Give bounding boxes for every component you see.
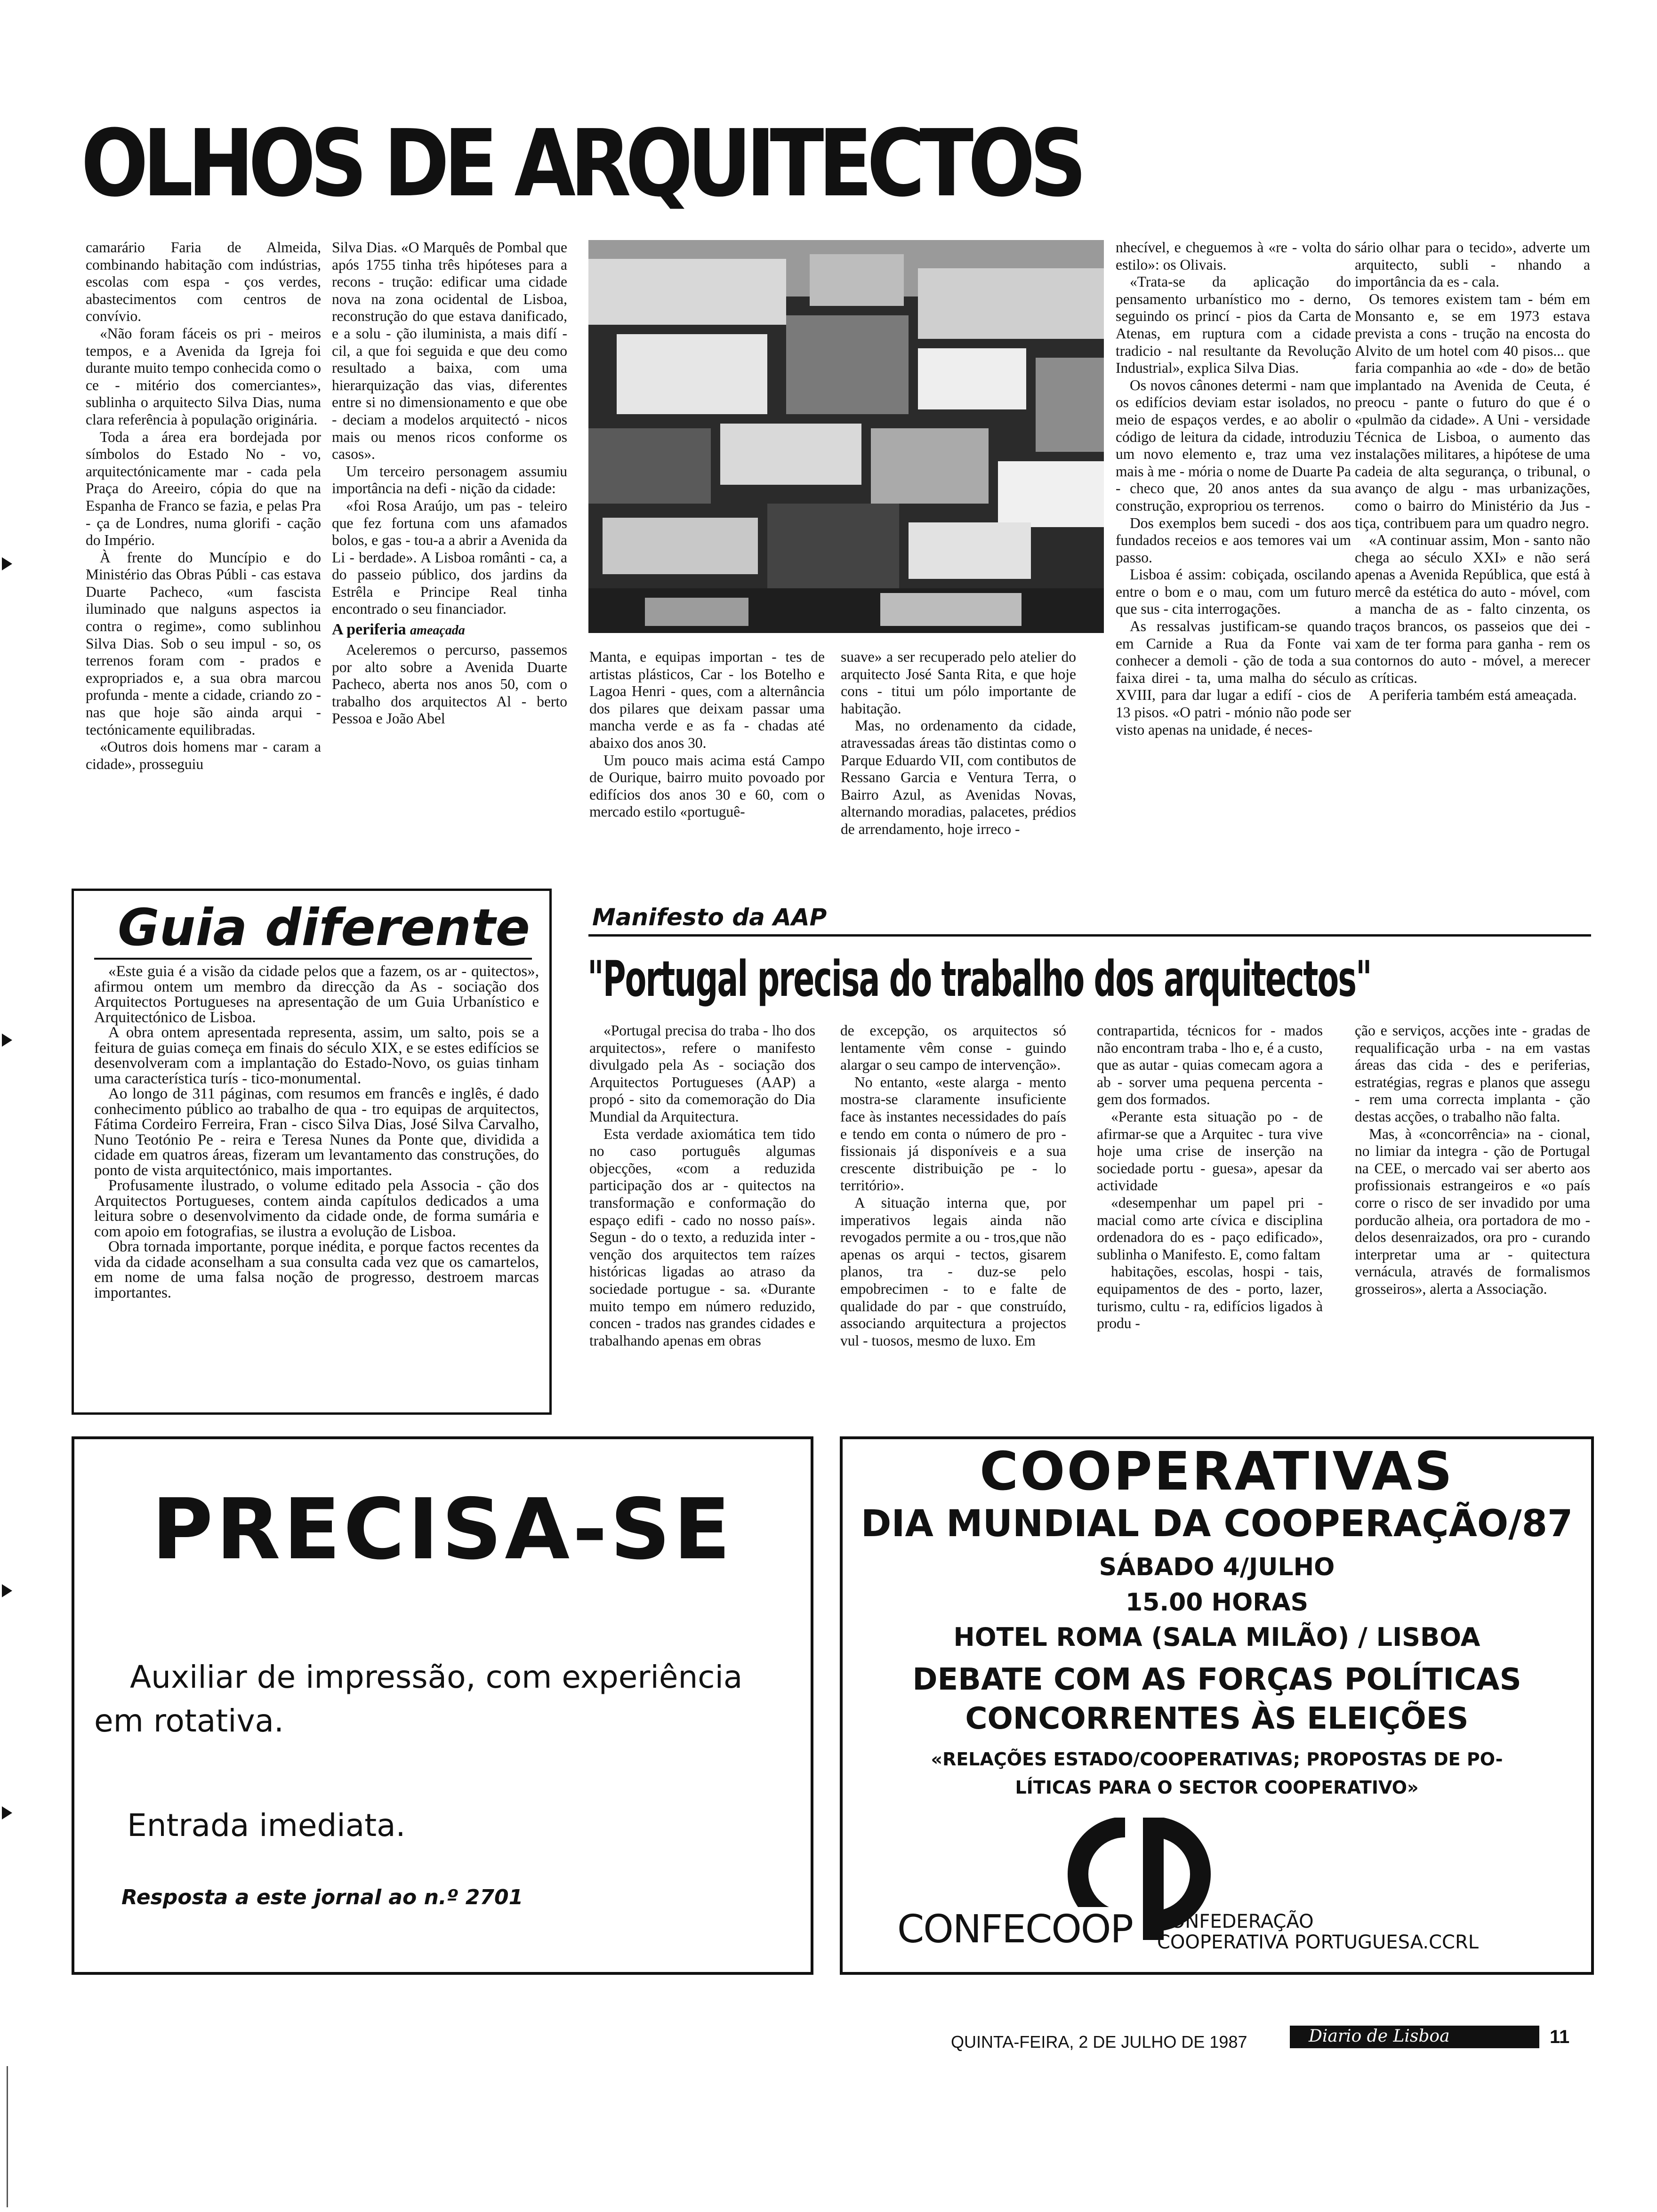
binding-mark <box>2 1034 12 1047</box>
ad-coop-date: SÁBADO 4/JULHO <box>1099 1553 1335 1581</box>
paragraph: As ressalvas justificam-se quando em Carnide a Rua da Fonte vai conhecer a demoli - ção de toda a sua faixa direi - ta, uma malha do século XVIII, para dar lugar a edifí - cios de 13 pisos. «O patri - mónio não pode ser visto apenas na unidade, é neces- <box>1116 618 1351 738</box>
ad-coop-heading: COOPERATIVAS <box>980 1441 1454 1502</box>
paragraph: Lisboa é assim: cobiçada, oscilando entre o bom e o mau, com um futuro que sus - cita interrogações. <box>1116 566 1351 617</box>
binding-mark <box>2 557 12 570</box>
confecoop-org-line2: COOPERATIVA PORTUGUESA.CCRL <box>1157 1931 1479 1953</box>
paragraph: Toda a área era bordejada por símbolos do Estado No - vo, arquitectónicamente mar - cada pela Praça do Areeiro, cópia do que na Espanha de Franco se fazia, e pelas Pra - ça de Londres, numa glorifi - cação do Império. <box>86 428 321 549</box>
paragraph: Esta verdade axiomática tem tido no caso português algumas objecções, «com a reduzida participação dos ar - quitectos na transformação e conformação do espaço edifi - cado no nosso país». Segun - do o texto, a reduzida inter - venção dos arquitectos tem raízes históricas ligadas ao atraso da sociedade portugue - sa. «Durante muito tempo em número reduzido, concen - trados nas grandes cidades e trabalhando apenas em obras <box>589 1125 815 1349</box>
paragraph: suave» a ser recuperado pelo atelier do arquitecto José Santa Rita, e que hoje cons - titui um pólo importante de habitação. <box>841 649 1076 717</box>
article-column-2 <box>332 239 567 879</box>
paragraph: «Perante esta situação po - de afirmar-se que a Arquitec - tura vive hoje uma crise de inserção na sociedade portu - guesa», apesar da actividade <box>1097 1108 1323 1194</box>
paragraph: À frente do Muncípio e do Ministério das Obras Públi - cas estava Duarte Pacheco, «um fascista iluminado que nalguns aspectos ia contra o regime», como sublinhou Silva Dias. Sob o seu impul - so, os terrenos foram com - prados e expropriados e, a sua obra marcou profunda - mente a cidade, criando zo - nas que hoje são ainda arqui - tectónicamente equilibradas. <box>86 549 321 738</box>
manifesto-headline: "Portugal precisa do trabalho dos arquitectos" <box>587 950 1371 1008</box>
paragraph: Profusamente ilustrado, o volume editado pela Associa - ção dos Arquitectos Portugueses, contem ainda capítulos dedicados a uma leitura sobre o desenvolvimento da cidade onde, de forma sumária e com apoio em fotografias, se ilustra a evolução de Lisboa. <box>94 1177 539 1240</box>
paragraph: Dos exemplos bem sucedi - dos aos fundados receios e aos temores vai um passo. <box>1116 514 1351 566</box>
footer-bar <box>1290 2026 1539 2048</box>
paragraph: «Este guia é a visão da cidade pelos que a fazem, os ar - quitectos», afirmou ontem um membro da direcção da As - sociação dos Arquitectos Portugueses na apresentação de um Guia Urbanístico e Arquitectónico de Lisboa. <box>94 964 539 1026</box>
paragraph: «Não foram fáceis os pri - meiros tempos, e a Avenida da Igreja foi durante muito tempo conhecida como o ce - mitério dos comerciantes», sublinha o arquitecto Silva Dias, numa clara referência à população originária. <box>86 325 321 428</box>
paragraph: No entanto, «este alarga - mento mostra-se claramente insuficiente face às instantes necessidades do país e tendo em conta o número de pro - fissionais já disponíveis e a sua crescente distribuição pe - lo território». <box>840 1074 1066 1194</box>
margin-line <box>7 2066 8 2207</box>
paragraph: Manta, e equipas importan - tes de artistas plásticos, Car - los Botelho e Lagoa Henri - ques, com a alternância dos pilares que deixam passar uma mancha verde e as fa - chadas até abaixo dos anos 30. <box>589 649 825 751</box>
binding-mark <box>2 1806 12 1819</box>
paragraph: «A continuar assim, Mon - santo não chega ao século XXI» e não será apenas a Avenida República, que está à mercê da estética do auto - móvel, com a mancha de as - falto cinzenta, os traços brancos, os passeios que dei - xam de ter forma para ganha - rem os contornos do auto - móvel, a merecer as críticas. <box>1355 532 1590 686</box>
paragraph: «Trata-se da aplicação do pensamento urbanístico mo - derno, seguindo os princí - pios da Carta de Atenas, em ruptura com a cidade tradicio - nal resultante da Revolução Industrial», explica Silva Dias. <box>1116 273 1351 377</box>
paragraph: «desempenhar um papel pri - macial como arte cívica e disciplina ordenadora do es - paço edificado», sublinha o Manifesto. E, como faltam <box>1097 1194 1323 1263</box>
paragraph: Mas, à «concorrência» na - cional, no limiar da integra - ção de Portugal na CEE, o mercado vai ser aberto aos profissionais estrangeiros e «o país corre o risco de ser invadido por uma porducão alheia, ora portadora de mo - delos desenraizados, ora pro - curando interpretar uma ar - quitectura vernácula, através de formalismos grosseiros», alerta a Associação. <box>1355 1125 1590 1297</box>
paragraph: habitações, escolas, hospi - tais, equipamentos de des - porto, lazer, turismo, cultu - ra, edifícios ligados à produ - <box>1097 1263 1323 1332</box>
ad-precisa-contact: Resposta a este jornal ao n.º 2701 <box>121 1885 523 1909</box>
paragraph: Um pouco mais acima está Campo de Ourique, bairro muito povoado por edifícios dos anos 30 e 60, com o mercado estilo «portuguê- <box>589 752 825 820</box>
article-column-5 <box>1116 239 1351 879</box>
paragraph: sário olhar para o tecido», adverte um arquitecto, subli - nhando a importância da es - cala. <box>1355 239 1590 290</box>
paragraph: A periferia também está ameaçada. <box>1369 687 1577 704</box>
ad-coop-venue: HOTEL ROMA (SALA MILÃO) / LISBOA <box>953 1622 1480 1652</box>
article-column-3 <box>589 649 825 879</box>
article-column-1 <box>86 239 321 879</box>
paragraph: nhecível, e cheguemos à «re - volta do estilo»: os Olivais. <box>1116 239 1351 273</box>
manifesto-column-3 <box>1097 1022 1323 1418</box>
article-column-6 <box>1355 239 1590 879</box>
ad-coop-debate-1: DEBATE COM AS FORÇAS POLÍTICAS <box>912 1662 1521 1697</box>
paragraph: de excepção, os arquitectos só lentamente vêm conse - guindo alargar o seu campo de intervenção». <box>840 1022 1066 1074</box>
paragraph: Os temores existem tam - bém em Monsanto e, se em 1973 estava prevista a cons - trução na encosta do Alvito de um hotel com 40 pisos... que faria companhia ao «de - do» de betão implantado na Avenida de Ceuta, é preocu - pante o futuro do que é o «pulmão da cidade». A Uni - versidade Técnica de Lisboa, o aumento das instalações militares, a hipótese de uma cadeia de alta segurança, o tribunal, o avanço de algu - mas urbanizações, como o bairro do Ministério da Jus - tiça, contribuem para um quadro negro. <box>1355 290 1590 531</box>
paragraph: Ao longo de 311 páginas, com resumos em francês e inglês, é dado conhecimento público ao trabalho de qua - tro equipas de arquitectos, Fátima Cordeiro Ferreira, Fran - cisco Silva Dias, José Silva Carvalho, Nuno Teotónio Pe - reira e Teresa Nunes da Ponte que, dividida a cidade em quatros áreas, fizeram um levantamento das construções, do ponto de vista arquitectónico, mais importantes. <box>94 1085 539 1179</box>
paragraph: ção e serviços, acções inte - gradas de requalificação urba - na em vastas áreas das cida - des e periferias, estratégias, regras e planos que assegu - rem uma correcta implanta - ção destas acções, o trabalho não falta. <box>1355 1022 1590 1125</box>
article-column-4 <box>841 649 1076 879</box>
footer-paper-name: Diario de Lisboa <box>1309 2027 1450 2046</box>
guia-body <box>94 964 539 1409</box>
paragraph: «foi Rosa Araújo, um pas - teleiro que fez fortuna com uns afamados bolos, e gas - tou-a a abrir a Avenida da Li - berdade». A Lisboa românti - ca, a do passeio público, dos jardins da Estrêla e Principe Real tinha encontrado o seu financiador. <box>332 497 567 617</box>
subhead-emphasis: ameaçada <box>410 623 465 638</box>
manifesto-column-4 <box>1355 1022 1590 1418</box>
ad-coop-topics-2: LÍTICAS PARA O SECTOR COOPERATIVO» <box>1015 1777 1419 1798</box>
ad-coop-topics-1: «RELAÇÕES ESTADO/COOPERATIVAS; PROPOSTAS DE PO- <box>931 1749 1503 1770</box>
ad-coop-subheading: DIA MUNDIAL DA COOPERAÇÃO/87 <box>861 1503 1573 1545</box>
page-title: OLHOS DE ARQUITECTOS <box>81 110 1081 217</box>
paragraph: «Outros dois homens mar - caram a cidade», prosseguiu <box>86 738 321 772</box>
paragraph: Um terceiro personagem assumiu importância na defi - nição da cidade: <box>332 463 567 497</box>
footer-page-number: 11 <box>1550 2027 1570 2047</box>
paragraph: Silva Dias. «O Marquês de Pombal que após 1755 tinha três hipóteses para a recons - trução: edificar uma cidade nova na zona ocidental de Lisboa, reconstrução do que estava danificado, e a solu - ção iluminista, a mais difí - cil, a que foi seguida e que deu como resultado a baixa, com uma hierarquização das vias, diferentes entre si no dimensionamento e que obe - deciam a modelos arquitectó - nicos mais ou menos ricos conforme os casos». <box>332 239 567 463</box>
paragraph: A obra ontem apresentada representa, assim, um salto, pois se a feitura de guias começa em finais do século XIX, e se estes edifícios se desenvolveram com a implantação do Estado-Novo, os guias tinham uma característica turís - tico-monumental. <box>94 1024 539 1087</box>
paragraph: Obra tornada importante, porque inédita, e porque factos recentes da vida da cidade aconselham a sua consulta cada vez que os camartelos, em nome de uma falsa noção de progresso, destroem marcas importantes. <box>94 1238 539 1301</box>
paragraph: Os novos cânones determi - nam que os edifícios deviam estar isolados, no meio de espaços verdes, e ao abolir o código de leitura da cidade, introduziu um novo elemento e, traz uma vez mais à me - mória o nome de Duarte Pa - checo que, 20 anos antes da sua construção, expropriou os terrenos. <box>1116 377 1351 514</box>
subhead <box>332 621 567 640</box>
manifesto-rule <box>588 934 1591 937</box>
paragraph: Mas, no ordenamento da cidade, atravessadas áreas tão distintas como o Parque Eduardo VII, com contibutos de Ressano Garcia e Ventura Terra, o Bairro Azul, as Avenidas Novas, alternando moradias, palacetes, prédios de arrendamento, hoje irreco - <box>841 717 1076 837</box>
guia-heading: Guia diferente <box>118 898 530 957</box>
ad-precisa-line3: Entrada imediata. <box>127 1807 406 1843</box>
photo-illustration <box>588 240 1104 633</box>
confecoop-org-line1: CONFEDERAÇÃO <box>1157 1911 1314 1932</box>
photo-lisbon-rooftops <box>588 240 1104 633</box>
manifesto-column-1 <box>589 1022 815 1418</box>
ad-coop-debate-2: CONCORRENTES ÀS ELEIÇÕES <box>965 1701 1469 1736</box>
manifesto-column-2 <box>840 1022 1066 1418</box>
ad-precisa-heading: PRECISA-SE <box>152 1481 733 1578</box>
binding-mark <box>2 1584 12 1597</box>
footer-date: QUINTA-FEIRA, 2 DE JULHO DE 1987 <box>951 2032 1247 2052</box>
ad-coop-time: 15.00 HORAS <box>1125 1588 1309 1617</box>
ad-precisa-line1: Auxiliar de impressão, com experiência <box>130 1659 743 1695</box>
paragraph: contrapartida, técnicos for - mados não encontram traba - lho e, é a custo, que as autar - quias comecam agora a ab - sorver uma pequena percenta - gem dos formados. <box>1097 1022 1323 1108</box>
subhead-text: A periferia <box>332 621 406 639</box>
ad-precisa-line2: em rotativa. <box>94 1703 284 1739</box>
confecoop-wordmark: CONFECOOP <box>894 1907 1135 1952</box>
manifesto-kicker: Manifesto da AAP <box>592 904 827 931</box>
paragraph: «Portugal precisa do traba - lho dos arquitectos», refere o manifesto divulgado pela As - sociação dos Arquitectos Portugueses (AAP) a propó - sito da comemoração do Dia Mundial da Arquitectura. <box>589 1022 815 1125</box>
paragraph: Aceleremos o percurso, passemos por alto sobre a Avenida Duarte Pacheco, aberta nos anos 50, com o trabalho dos arquitectos Al - berto Pessoa e João Abel <box>332 641 567 727</box>
paragraph: A situação interna que, por imperativos legais ainda não revogados permite a ou - tros,que não apenas os arqui - tectos, gisarem planos, tra - duz-se pelo empobrecimen - to e falte de qualidade do par - que construído, associando arquitectura a projectos vul - tuosos, mesmo de luxo. Em <box>840 1194 1066 1349</box>
guia-divider <box>94 958 532 960</box>
paragraph: camarário Faria de Almeida, combinando habitação com indústrias, escolas com espa - ços verdes, abastecimentos com centros de convívio. <box>86 239 321 325</box>
